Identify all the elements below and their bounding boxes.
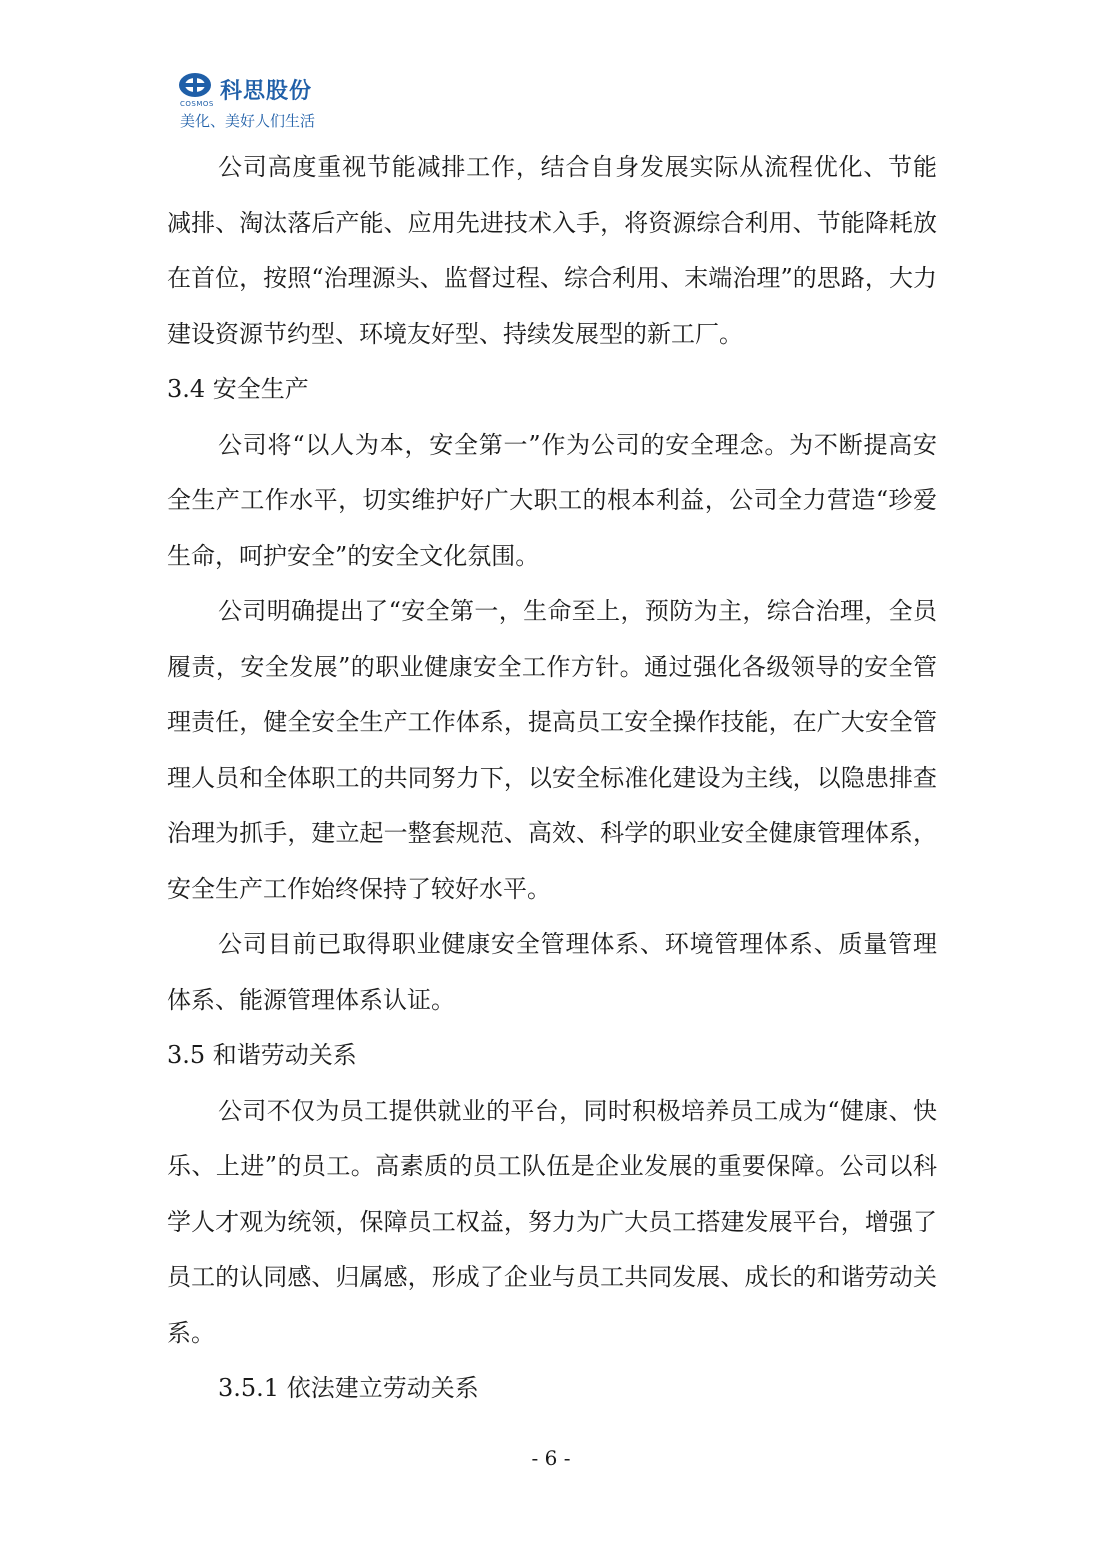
section-heading-3-4: 3.4 安全生产 xyxy=(167,375,309,403)
paragraph-labor-relations: 公司不仅为员工提供就业的平台，同时积极培养员工成为“健康、快乐、上进”的员工。高素质的员工队伍是企业发展的重要保障。公司以科学人才观为统领，保障员工权益，努力为广大员工搭建发展平台，增强了员工的认同感、归属感，形成了企业与员工共同发展、成长的和谐劳动关系。 xyxy=(167,1096,937,1347)
cosmos-logo-icon xyxy=(178,72,212,102)
company-logo xyxy=(178,72,338,132)
section-heading-3-5: 3.5 和谐劳动关系 xyxy=(167,1041,357,1069)
logo-slogan: 美化、美好人们生活 xyxy=(180,112,316,130)
paragraph-safety-philosophy: 公司将“以人为本，安全第一”作为公司的安全理念。为不断提高安全生产工作水平，切实维护好广大职工的根本利益，公司全力营造“珍爱生命，呵护安全”的安全文化氛围。 xyxy=(167,430,937,570)
logo-subtext: COSMOS xyxy=(180,100,214,108)
document-body xyxy=(167,140,937,1417)
section-heading-3-5-1: 3.5.1 依法建立劳动关系 xyxy=(218,1374,479,1402)
paragraph-safety-policy: 公司明确提出了“安全第一，生命至上，预防为主，综合治理，全员履责，安全发展”的职业健康安全工作方针。通过强化各级领导的安全管理责任，健全安全生产工作体系，提高员工安全操作技能，在广大安全管理人员和全体职工的共同努力下，以安全标准化建设为主线，以隐患排查治理为抓手，建立起一整套规范、高效、科学的职业安全健康管理体系，安全生产工作始终保持了较好水平。 xyxy=(167,597,937,903)
paragraph-energy-saving: 公司高度重视节能减排工作，结合自身发展实际从流程优化、节能减排、淘汰落后产能、应用先进技术入手，将资源综合利用、节能降耗放在首位，按照“治理源头、监督过程、综合利用、末端治理”的思路，大力建设资源节约型、环境友好型、持续发展型的新工厂。 xyxy=(167,153,937,348)
paragraph-certifications: 公司目前已取得职业健康安全管理体系、环境管理体系、质量管理体系、能源管理体系认证。 xyxy=(167,930,937,1014)
logo-name: 科思股份 xyxy=(220,79,313,104)
page-number: - 6 - xyxy=(531,1446,571,1470)
